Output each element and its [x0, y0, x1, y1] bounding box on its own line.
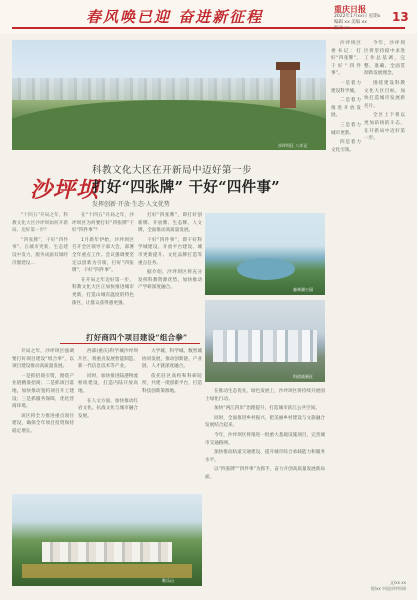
lede-p2: “四张牌”，干好“四件事”。在城市更新、生态建设中发力，服务成渝双城经济圈建设…: [12, 237, 68, 266]
farm-field: [22, 564, 192, 578]
byline: 文/xx xx 图/xx 中国沙坪坝网: [370, 580, 406, 591]
midm-p3: 在人文方面，加快推动红岩文化、抗战文化与城市融合发展。: [78, 398, 138, 419]
lede-p1: “十四五”开局之年，科教文化大区沙坪坝如何开新局、迈好第一步？: [12, 213, 68, 234]
village-houses: [42, 542, 172, 562]
side1-p3: 二是着力推进开放发展。: [331, 98, 361, 119]
midm-p2: 同时，加快推进陆港物流枢纽建设，打造内陆开放高地。: [78, 373, 138, 394]
district-mark: 沙坪坝: [30, 177, 100, 203]
mid-left-column: [12, 348, 74, 490]
side1-p4: 三是着力城市更新。: [331, 122, 361, 136]
section-title: 打好商四个项目建设“组合拳”: [86, 333, 188, 342]
side-column-1: [331, 40, 361, 585]
column-3: [138, 212, 202, 332]
newspaper-name: 重庆日报: [334, 5, 366, 14]
side2-p2: 围绕建设科教文化大区目标，加快打造城市发展新名片。: [364, 80, 405, 109]
pagoda: [280, 68, 296, 108]
photo4-caption: 歌乐山: [162, 578, 174, 583]
side2-p3: 全区上下将以更加昂扬的斗志，在开新局中迈好第一步。: [364, 113, 405, 142]
intro-p2: 1月新年伊始，沙坪坝区召开全区领导干部大会，部署全年重点工作。会议强调要坚定以创新为引领，打好“四张牌”，干好“四件事”。: [72, 237, 134, 274]
main-headline: 打好“四张牌” 干好“四件事”: [92, 179, 280, 196]
city-skyline: [12, 78, 326, 100]
midl-p1: 开局之年，沙坪坝区强调要打好项目建设“组合拳”，以项目建设推动高质量发展。: [12, 349, 74, 370]
issue-info: 2022年1月xx日 星期x 编辑 xx 美编 xx 校对 xx: [334, 14, 381, 31]
lake-park-photo: [205, 213, 325, 295]
side2-p1: 今年，沙坪坝区将坚持稳中求进工作总基调，完整、准确、全面贯彻新发展理念。: [364, 41, 405, 77]
botr-p1: 今年，沙坪坝区将推进一批重大基础设施项目，完善城市交通路网。: [205, 432, 325, 446]
village-photo: [12, 494, 202, 586]
page-number: 13: [392, 10, 409, 24]
midl-p3: 该区将全力推进重点项目建设，确保全年项目投资保持稳定增长。: [12, 413, 74, 434]
midr-p1: 大学城、科学城、数智城协同发展，推动创新链、产业链、人才链深度融合。: [142, 349, 202, 370]
botr-p3: 以“四张牌”“四件事”为抓手，奋力开创高质量发展新局面。: [205, 467, 325, 480]
page-banner: [0, 0, 417, 34]
lake: [237, 258, 295, 280]
midm-p1: 西部(重庆)科学城沙坪坝片区，将重点发展智能制造、新一代信息技术等产业。: [78, 349, 138, 370]
headline-kicker: 科教文化大区在开新局中迈好第一步: [92, 165, 253, 176]
hero-caption: 沙坪坝区 八年记: [278, 143, 308, 148]
side1-p5: 四是着力文化引领。: [331, 140, 361, 153]
botm-p2: 加快“两江四岸”治理提升，打造城市滨江公共空间。: [214, 406, 320, 412]
col3-p2: 干好“四件事”，即干好科学城建设、开放平台建设、城市更新提升、文化品牌打造等重点任务。: [138, 237, 202, 266]
col3-p1: 打好“四张牌”，即打好创新牌、开放牌、生态牌、人文牌，全面推动高质量发展。: [138, 213, 202, 234]
hero-photo: [12, 40, 326, 150]
lede-column: [12, 212, 68, 332]
botr-p2: 加快推动轨道交通建设，提升城市综合承载能力和服务水平。: [205, 450, 325, 463]
photo2-caption: 森林湖公园: [293, 287, 313, 292]
intro-p3: 在开局之年迈好第一步，科教文化大区正加快推进城市更新，打造山城有温度的特色街区，让群众获得感更强。: [72, 277, 134, 306]
intro-p1: 在“十四五”开局之年，沙坪坝区为何要打好“四张牌”干好“四件事”？: [72, 213, 134, 234]
botm-p1: 在推动生态优先、绿色发展上，沙坪坝区将持续开展国土绿化行动。: [205, 389, 325, 402]
botm-p3: 同时，全面推进乡村振兴，把美丽乡村建设与文旅融合发展结合起来。: [205, 415, 325, 429]
buildings: [213, 330, 317, 362]
photo3-caption: 科创高新区: [293, 374, 313, 379]
side-column-2: [364, 40, 405, 575]
col3-p3: 据介绍，沙坪坝区将充分发挥科教资源优势，加快推动产学研深度融合。: [138, 270, 202, 291]
midr-p2: 依托驻区高校和科研院所，共建一批创新平台，打造科技创新策源地。: [142, 373, 202, 394]
mid-right-column: [142, 348, 202, 490]
banner-title: 春风唤已迎 奋进新征程: [86, 8, 264, 26]
side1-p2: 一是着力建设科学城。: [331, 80, 361, 94]
city-district-photo: [205, 300, 325, 382]
midl-p2: 一是抓招商引资，围绕产业链精准招商；二是抓项目落地，加快推动签约项目开工建设；三是抓服务保障，优化营商环境。: [12, 373, 74, 410]
headline-subtitle: 发挥创新·开放·生态·人文优势: [92, 201, 170, 208]
section-divider: [60, 343, 200, 344]
intro-column: [72, 212, 134, 332]
mid-mid-column: [78, 348, 138, 490]
side1-p1: 沙坪坝区委书记：打好“四张牌”，干好“四件事”。: [331, 41, 361, 77]
bottom-right-columns: [205, 388, 325, 588]
